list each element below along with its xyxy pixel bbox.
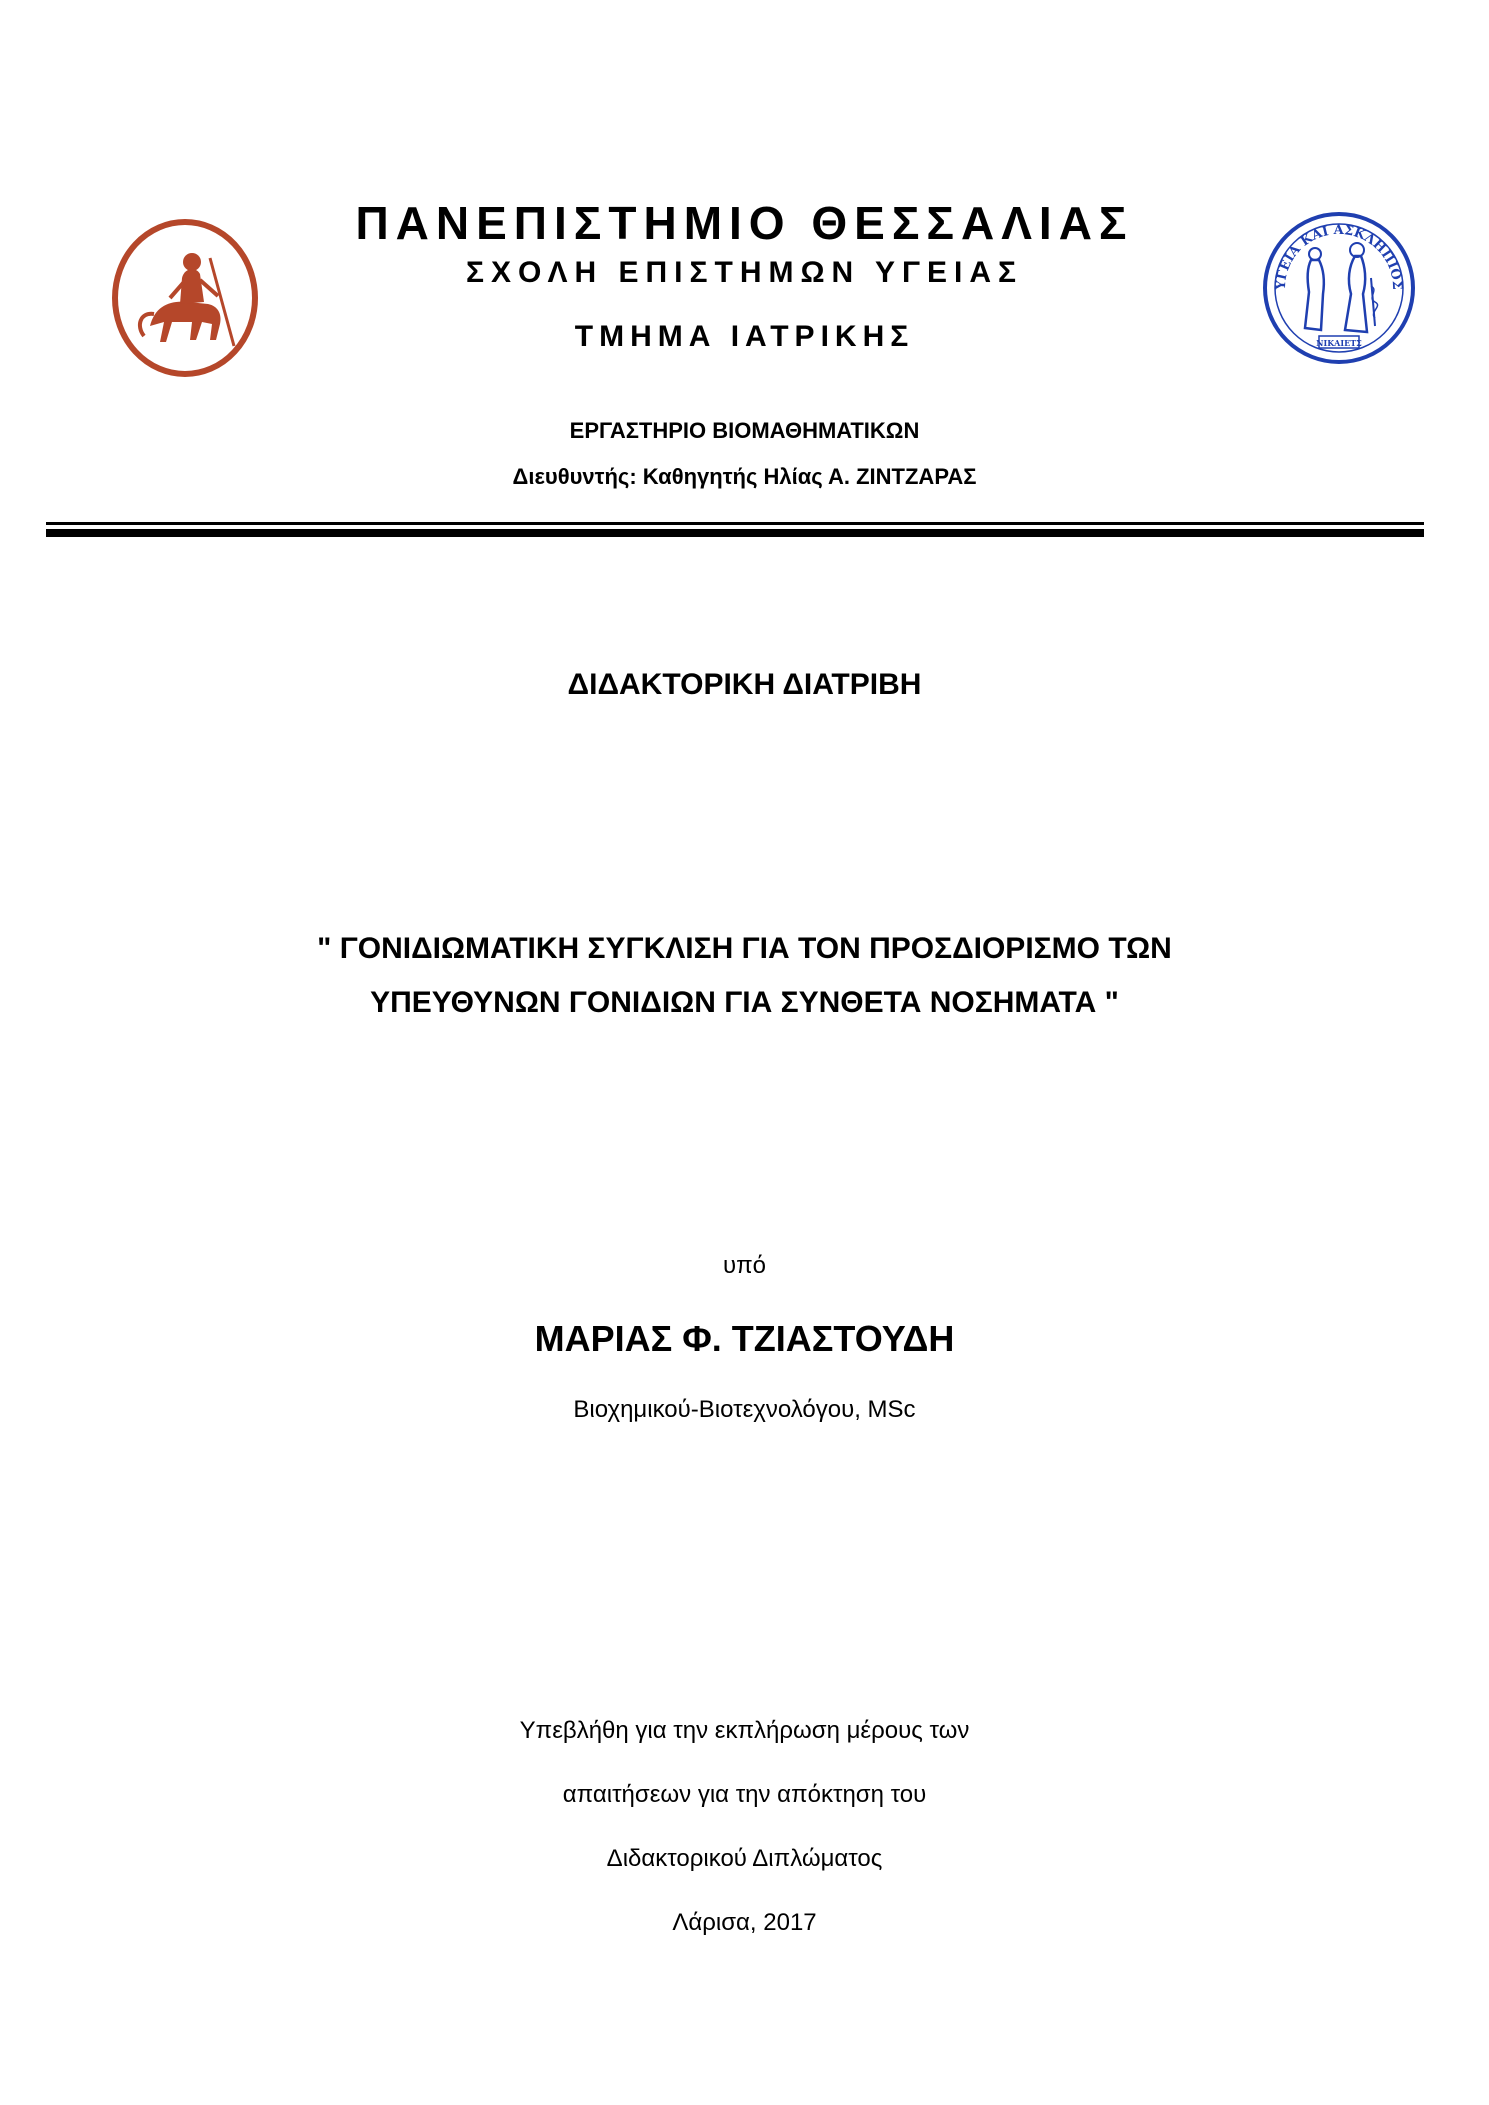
director-line: Διευθυντής: Καθηγητής Ηλίας Α. ΖΙΝΤΖΑΡΑΣ (512, 464, 977, 489)
submission-line-1: Υπεβλήθη για την εκπλήρωση μέρους των (519, 1717, 970, 1744)
school-name: ΣΧΟΛΗ ΕΠΙΣΤΗΜΩΝ ΥΓΕΙΑΣ (465, 256, 1024, 289)
svg-text:ΝΙΚΑΙΕΤΣ: ΝΙΚΑΙΕΤΣ (1316, 338, 1362, 348)
university-name: ΠΑΝΕΠΙΣΤΗΜΙΟ ΘΕΣΣΑΛΙΑΣ (355, 197, 1134, 249)
header-divider-thin (46, 522, 1424, 525)
laboratory-name: ΕΡΓΑΣΤΗΡΙΟ ΒΙΟΜΑΘΗΜΑΤΙΚΩΝ (569, 418, 920, 443)
submission-line-2: απαιτήσεων για την απόκτηση του (562, 1781, 927, 1808)
by-label: υπό (722, 1252, 767, 1279)
thesis-title-line-2: ΥΠΕΥΘΥΝΩΝ ΓΟΝΙΔΙΩΝ ΓΙΑ ΣΥΝΘΕΤΑ ΝΟΣΗΜΑΤΑ " (370, 986, 1119, 1019)
document-type: ΔΙΔΑΚΤΟΡΙΚΗ ΔΙΑΤΡΙΒΗ (567, 668, 922, 701)
place-year: Λάρισα, 2017 (672, 1909, 817, 1936)
thesis-title-line-1: " ΓΟΝΙΔΙΩΜΑΤΙΚΗ ΣΥΓΚΛΙΣΗ ΓΙΑ ΤΟΝ ΠΡΟΣΔΙΟΡΙΣΜΟ ΤΩΝ (317, 932, 1172, 965)
author-name: ΜΑΡΙΑΣ Φ. ΤΖΙΑΣΤΟΥΔΗ (534, 1318, 955, 1359)
author-degree: Βιοχημικού-Βιοτεχνολόγου, MSc (573, 1396, 916, 1423)
svg-text:ΥΓΕΙΑ ΚΑΙ ΑΣΚΛΗΠΙΟΣ: ΥΓΕΙΑ ΚΑΙ ΑΣΚΛΗΠΙΟΣ (1273, 222, 1405, 291)
submission-line-3: Διδακτορικού Διπλώματος (606, 1845, 883, 1872)
header-divider-thick (46, 529, 1424, 537)
department-name: ΤΜΗΜΑ ΙΑΤΡΙΚΗΣ (574, 320, 915, 353)
